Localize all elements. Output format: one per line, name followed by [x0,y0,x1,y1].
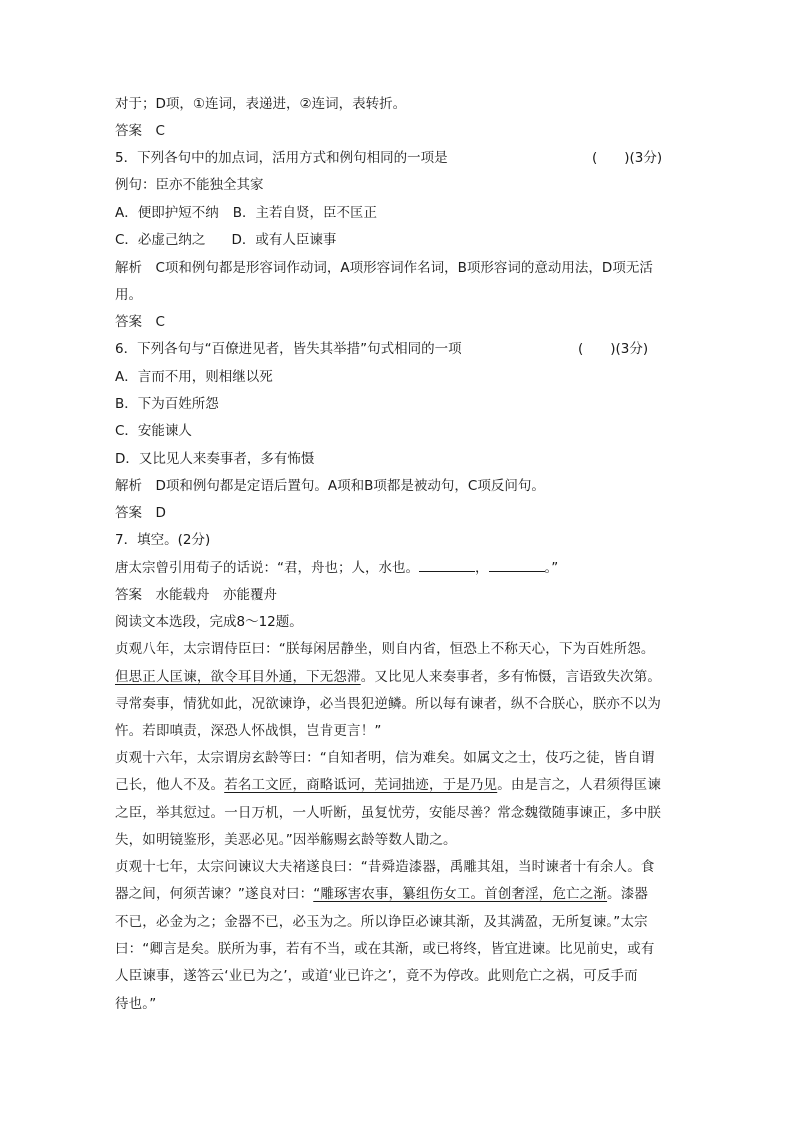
passage-3-line-3: 不已，必金为之；金器不已，必玉为之。所以诤臣必谏其渐，及其满盈，无所复谏。”太宗 [115,914,648,930]
underlined-sentence-3: “雕琢害农事，纂组伤女工。首创奢淫，危亡之渐 [313,886,608,902]
question-6-option-b: B．下为百姓所怨 [115,396,219,412]
option-d: D．或有人臣谏事 [231,232,337,248]
reading-instruction: 阅读文本选段，完成8～12题。 [115,614,303,630]
question-6: 6．下列各句与“百僚进见者，皆失其举措”句式相同的一项 [115,341,462,357]
question-6-mark: ( )(3分) [578,341,649,357]
question-6-option-a: A．言而不用，则相继以死 [115,369,273,385]
question-7: 7．填空。(2分) [115,532,211,548]
passage-1-line-2-rest: 。又比见人来奏事者，多有怖慑，言语致失次第。 [360,669,662,685]
passage-3-line-2-start: 器之间，何须苦谏？”遂良对曰： [115,886,314,902]
question-5-options-ab [115,205,685,222]
question-5-mark: ( )(3分) [592,150,663,166]
question-5-analysis-1: 解析 C项和例句都是形容词作动词，A项形容词作名词，B项形容词的意动用法，D项无活 [115,260,653,276]
option-a: A．便即护短不纳 [115,205,219,221]
fill-blank-2[interactable] [489,559,545,572]
answer-q4: 答案 C [115,123,165,139]
underlined-sentence-2: 若名工文匠，商略诋诃，芜词拙迹，于是乃见 [224,777,498,793]
passage-3-line-1: 贞观十七年，太宗问谏议大夫褚遂良曰：“昔舜造漆器，禹雕其俎，当时谏者十有余人。食 [115,859,655,875]
passage-2-line-1: 贞观十六年，太宗谓房玄龄等曰：“自知者明，信为难矣。如属文之士，伎巧之徒，皆自谓 [115,750,655,766]
passage-3-line-2-rest: 。漆器 [607,886,648,902]
question-6-option-d: D．又比见人来奏事者，多有怖慑 [115,451,315,467]
underlined-sentence-1: 但思正人匡谏，欲令耳目外通，下无怨滞 [115,669,361,685]
passage-2-line-2-rest: 。由是言之，人君须得匡谏 [497,777,662,793]
passage-2-line-3: 之臣，举其愆过。一日万机，一人听断，虽复忧劳，安能尽善？常念魏徵随事谏正，多中朕 [115,805,661,821]
question-5-options-cd [115,232,685,249]
blank-separator: ， [475,560,489,576]
answer-q7: 答案 水能载舟 亦能覆舟 [115,587,277,603]
question-6-analysis: 解析 D项和例句都是定语后置句。A项和B项都是被动句，C项反问句。 [115,478,545,494]
passage-2-line-2-start: 己长，他人不及。 [115,777,225,793]
passage-1-line-2 [115,669,685,686]
explanation-line: 对于；D项，①连词，表递进，②连词，表转折。 [115,96,407,112]
question-5-analysis-2: 用。 [115,287,142,303]
passage-2-line-2 [115,777,685,794]
passage-3-line-6: 待也。” [115,996,157,1012]
question-7-text: 唐太宗曾引用荀子的话说：“君，舟也；人，水也。 [115,560,419,576]
passage-3-line-2 [115,886,685,903]
option-b: B．主若自贤，臣不匡正 [232,205,378,221]
passage-3-line-4: 曰：“卿言是矣。朕所为事，若有不当，或在其渐，或已将终，皆宜进谏。比见前史，或有 [115,941,655,957]
option-c: C．必虚己纳之 [115,232,206,248]
question-5-example: 例句：臣亦不能独全其家 [115,177,264,193]
passage-2-line-4: 失，如明镜鉴形，美恶必见。”因举觞赐玄龄等数人勖之。 [115,832,457,848]
passage-3-line-5: 人臣谏事，遂答云‘业已为之’，或道‘业已许之’，竟不为停改。此则危亡之祸，可反手而 [115,968,638,984]
answer-q6: 答案 D [115,505,166,521]
question-7-end: 。” [544,560,559,576]
question-7-fill [115,559,685,577]
passage-1-line-4: 忤。若即嗔责，深恐人怀战惧，岂肯更言！” [115,723,382,739]
fill-blank-1[interactable] [419,559,475,572]
question-6-option-c: C．安能谏人 [115,423,192,439]
answer-q5: 答案 C [115,314,165,330]
question-5-text: 5．下列各句中的加点词，活用方式和例句相同的一项是 [115,150,448,166]
passage-1-line-1: 贞观八年，太宗谓侍臣曰：“朕每闲居静坐，则自内省，恒恐上不称天心，下为百姓所怨。 [115,641,655,657]
passage-1-line-3: 寻常奏事，情犹如此，况欲谏诤，必当畏犯逆鳞。所以每有谏者，纵不合朕心，朕亦不以为 [115,696,661,712]
